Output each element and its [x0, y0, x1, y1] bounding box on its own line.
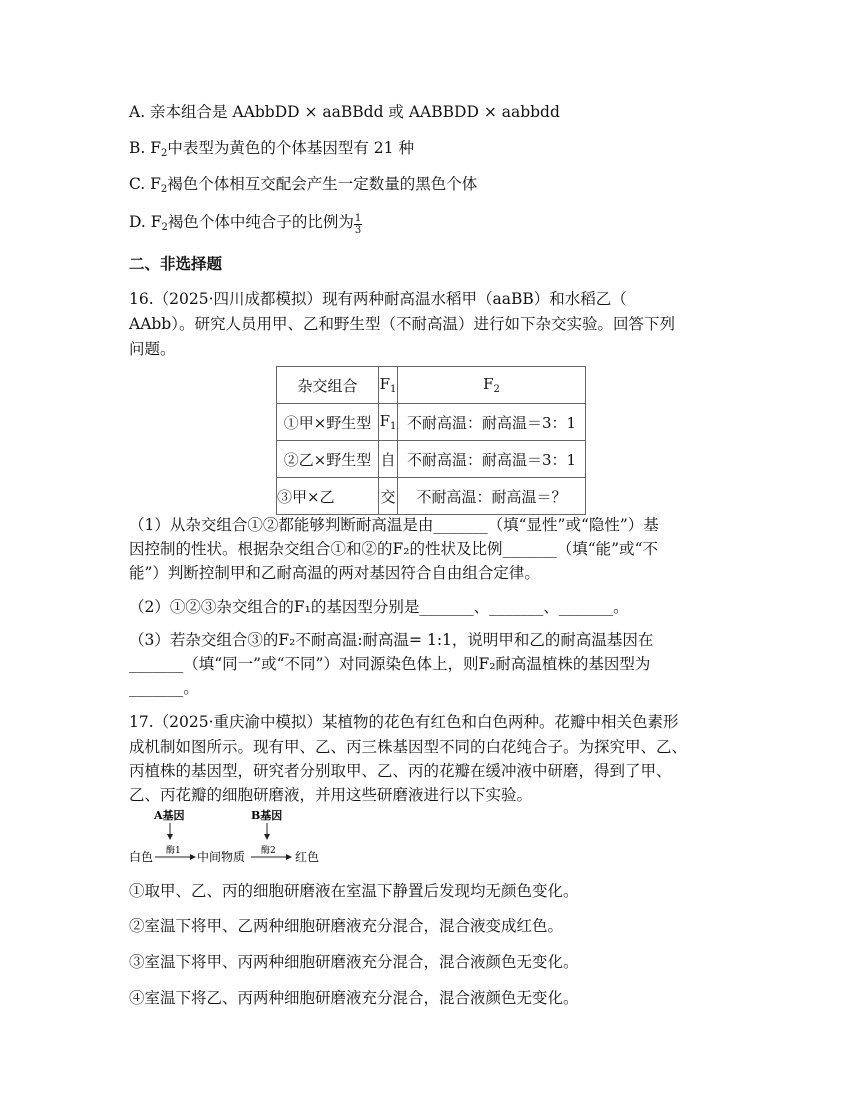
table-cell: ③甲×乙 — [277, 478, 379, 515]
table-header-cell — [379, 367, 398, 404]
q17-step-1: ①取甲、乙、丙的细胞研磨液在室温下静置后发现均无颜色变化。 — [129, 882, 579, 900]
table-cell: ①甲×野生型 — [277, 404, 379, 441]
fraction-numerator: 1 — [354, 213, 362, 224]
table-cell: 自 — [379, 441, 398, 478]
q16-part3-line-3: _______。 — [129, 679, 199, 697]
start-substance: 白色 — [129, 850, 154, 864]
option-d — [129, 210, 362, 240]
middle-substance: 中间物质 — [197, 850, 246, 864]
q16-line-2: AAbb）。研究人员用甲、乙和野生型（不耐高温）进行如下杂交实验。回答下列 — [129, 315, 675, 333]
option-c — [129, 172, 477, 202]
table-row — [277, 478, 586, 515]
end-substance: 红色 — [295, 850, 320, 864]
q17-line-2: 成机制如图所示。现有甲、乙、丙三株基因型不同的白花纯合子。为探究甲、乙、 — [129, 738, 688, 756]
enzyme2-label: 酶2 — [261, 846, 276, 856]
q17-line-4: 乙、丙花瓣的细胞研磨液，并用这些研磨液进行以下实验。 — [129, 786, 533, 804]
table-header-cell — [398, 367, 586, 404]
option-b-prefix: B. F — [129, 139, 161, 157]
option-a: A. 亲本组合是 AAbbDD × aaBBdd 或 AABBDD × aabbdd — [129, 103, 560, 121]
table-cell: 交 — [379, 478, 398, 515]
q16-part1-line-2: 因控制的性状。根据杂交组合①和②的F₂的性状及比例_______（填“能”或“不 — [129, 540, 658, 558]
option-d-text: 褐色个体中纯合子的比例为 — [167, 213, 354, 231]
header-f1: $F_1$ — [379, 375, 397, 395]
table-cell: ②乙×野生型 — [277, 441, 379, 478]
option-d-subscript: 2 — [161, 222, 168, 233]
table-cell: 不耐高温：耐高温＝3：1 — [398, 441, 586, 478]
q16-line-1: 16.（2025·四川成都模拟）现有两种耐高温水稻甲（aaBB）和水稻乙（ — [129, 290, 627, 308]
pigment-pathway-diagram — [129, 806, 329, 866]
table-header-row — [277, 367, 586, 404]
table-cell: 不耐高温：耐高温＝？ — [398, 478, 586, 515]
q17-step-2: ②室温下将甲、乙两种细胞研磨液充分混合，混合液变成红色。 — [129, 917, 564, 935]
table-row — [277, 404, 586, 441]
header-f2: $F_2$ — [483, 375, 500, 395]
option-d-prefix: D. F — [129, 213, 162, 231]
q16-part1-line-1: （1）从杂交组合①②都能够判断耐高温是由_______（填“显性”或“隐性”）基 — [129, 516, 659, 534]
table-cell: 不耐高温：耐高温＝3：1 — [398, 404, 586, 441]
option-b-subscript: 2 — [161, 148, 168, 159]
option-c-prefix: C. F — [129, 175, 161, 193]
option-b-text: 中表型为黄色的个体基因型有 21 种 — [167, 139, 414, 157]
option-c-text: 褐色个体相互交配会产生一定数量的黑色个体 — [167, 175, 478, 193]
section-title: 二、非选择题 — [129, 254, 223, 273]
q16-part2: （2）①②③杂交组合的F₁的基因型分别是_______、_______、_______。 — [129, 598, 629, 616]
option-c-subscript: 2 — [160, 184, 168, 195]
q17-step-4: ④室温下将乙、丙两种细胞研磨液充分混合，混合液颜色无变化。 — [129, 989, 579, 1007]
gene-a-label: A基因 — [154, 809, 185, 822]
option-b — [129, 136, 414, 166]
q17-line-3: 丙植株的基因型，研究者分别取甲、乙、丙的花瓣在缓冲液中研磨，得到了甲、 — [129, 762, 672, 780]
table-row — [277, 441, 586, 478]
fraction-denominator: 3 — [354, 225, 362, 236]
table-header-cell: 杂交组合 — [277, 367, 379, 404]
q16-part1-line-3: 能”）判断控制甲和乙耐高温的两对基因符合自由组合定律。 — [129, 564, 540, 582]
table-cell: $F_1$ — [379, 404, 398, 441]
q17-step-3: ③室温下将甲、丙两种细胞研磨液充分混合，混合液颜色无变化。 — [129, 953, 579, 971]
enzyme1-label: 酶1 — [166, 846, 181, 856]
q17-line-1: 17.（2025·重庆渝中模拟）某植物的花色有红色和白色两种。花瓣中相关色素形 — [129, 713, 679, 731]
cross-table — [276, 366, 586, 515]
q16-part3-line-1: （3）若杂交组合③的F₂不耐高温:耐高温= 1:1，说明甲和乙的耐高温基因在 — [129, 631, 654, 649]
q16-line-3: 问题。 — [129, 340, 176, 358]
option-d-fraction — [354, 213, 362, 236]
gene-b-label: B基因 — [251, 809, 283, 822]
q16-part3-line-2: _______（填“同一”或“不同”）对同源染色体上，则F₂耐高温植株的基因型为 — [129, 655, 651, 673]
